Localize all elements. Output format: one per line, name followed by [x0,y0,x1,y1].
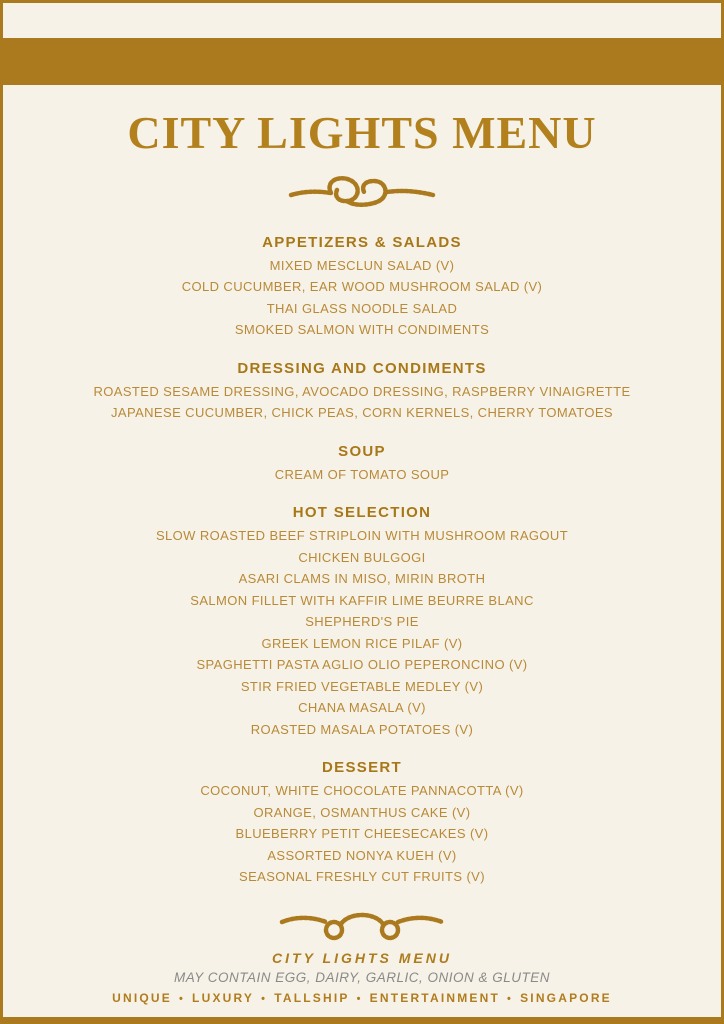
tagline-word: LUXURY [192,991,255,1005]
tagline-word: TALLSHIP [274,991,350,1005]
menu-footer [0,909,724,1008]
menu-section [4,357,720,424]
menu-item: SLOW ROASTED BEEF STRIPLOIN WITH MUSHROOM RAGOUT [155,528,569,544]
rope-flourish-icon [0,909,724,947]
section-heading: DESSERT [322,759,402,777]
tagline-separator: • [507,993,514,1005]
tagline-word: SINGAPORE [520,991,612,1005]
menu-item: SMOKED SALMON WITH CONDIMENTS [234,322,490,338]
section-items [4,780,720,888]
menu-item: GREEK LEMON RICE PILAF (V) [261,635,463,651]
footer-brand: CITY LIGHTS MENU [272,950,452,966]
tagline-separator: • [178,993,186,1005]
menu-section [4,501,720,740]
bottom-accent-bar [0,1017,724,1024]
menu-item: CREAM OF TOMATO SOUP [274,466,450,482]
top-accent-bar [0,38,724,85]
menu-section [4,440,720,486]
footer-tagline [0,990,724,1008]
menu-section [4,756,720,888]
section-heading: APPETIZERS & SALADS [262,233,462,251]
menu-item: ORANGE, OSMANTHUS CAKE (V) [253,804,471,820]
menu-item: BLUEBERRY PETIT CHEESECAKES (V) [235,826,489,842]
tagline-word: ENTERTAINMENT [369,991,501,1005]
tagline-separator: • [261,993,268,1005]
section-items [4,525,720,740]
menu-item: ASSORTED NONYA KUEH (V) [267,847,457,863]
menu-item: STIR FRIED VEGETABLE MEDLEY (V) [240,678,484,694]
page-title: CITY LIGHTS MENU [127,107,597,158]
menu-item: CHANA MASALA (V) [298,700,426,716]
menu-item: SPAGHETTI PASTA AGLIO OLIO PEPERONCINO (V) [196,657,528,673]
section-heading: DRESSING AND CONDIMENTS [237,359,487,377]
menu-item: ROASTED SESAME DRESSING, AVOCADO DRESSING, RASPBERRY VINAIGRETTE [93,383,631,399]
rope-knot-icon [4,171,720,217]
section-items [4,255,720,341]
tagline-separator: • [356,993,363,1005]
menu-item: ASARI CLAMS IN MISO, MIRIN BROTH [238,571,486,587]
menu-item: CHICKEN BULGOGI [298,549,426,565]
menu-section [4,231,720,341]
section-heading: HOT SELECTION [292,504,432,522]
allergen-note: MAY CONTAIN EGG, DAIRY, GARLIC, ONION & GLUTEN [173,970,551,985]
menu-item: THAI GLASS NOODLE SALAD [266,300,458,316]
menu-item: SHEPHERD'S PIE [305,614,419,630]
menu-item: COCONUT, WHITE CHOCOLATE PANNACOTTA (V) [200,783,524,799]
section-items [4,381,720,424]
menu-sections [4,231,720,888]
section-heading: SOUP [338,442,386,460]
menu-item: JAPANESE CUCUMBER, CHICK PEAS, CORN KERNELS, CHERRY TOMATOES [111,405,613,421]
section-items [4,464,720,486]
menu-item: MIXED MESCLUN SALAD (V) [269,257,455,273]
menu-item: COLD CUCUMBER, EAR WOOD MUSHROOM SALAD (V) [181,279,543,295]
menu-item: SALMON FILLET WITH KAFFIR LIME BEURRE BLANC [190,592,534,608]
tagline-word: UNIQUE [112,991,172,1005]
menu-content [4,85,720,904]
menu-item: SEASONAL FRESHLY CUT FRUITS (V) [239,869,485,885]
menu-item: ROASTED MASALA POTATOES (V) [250,721,474,737]
